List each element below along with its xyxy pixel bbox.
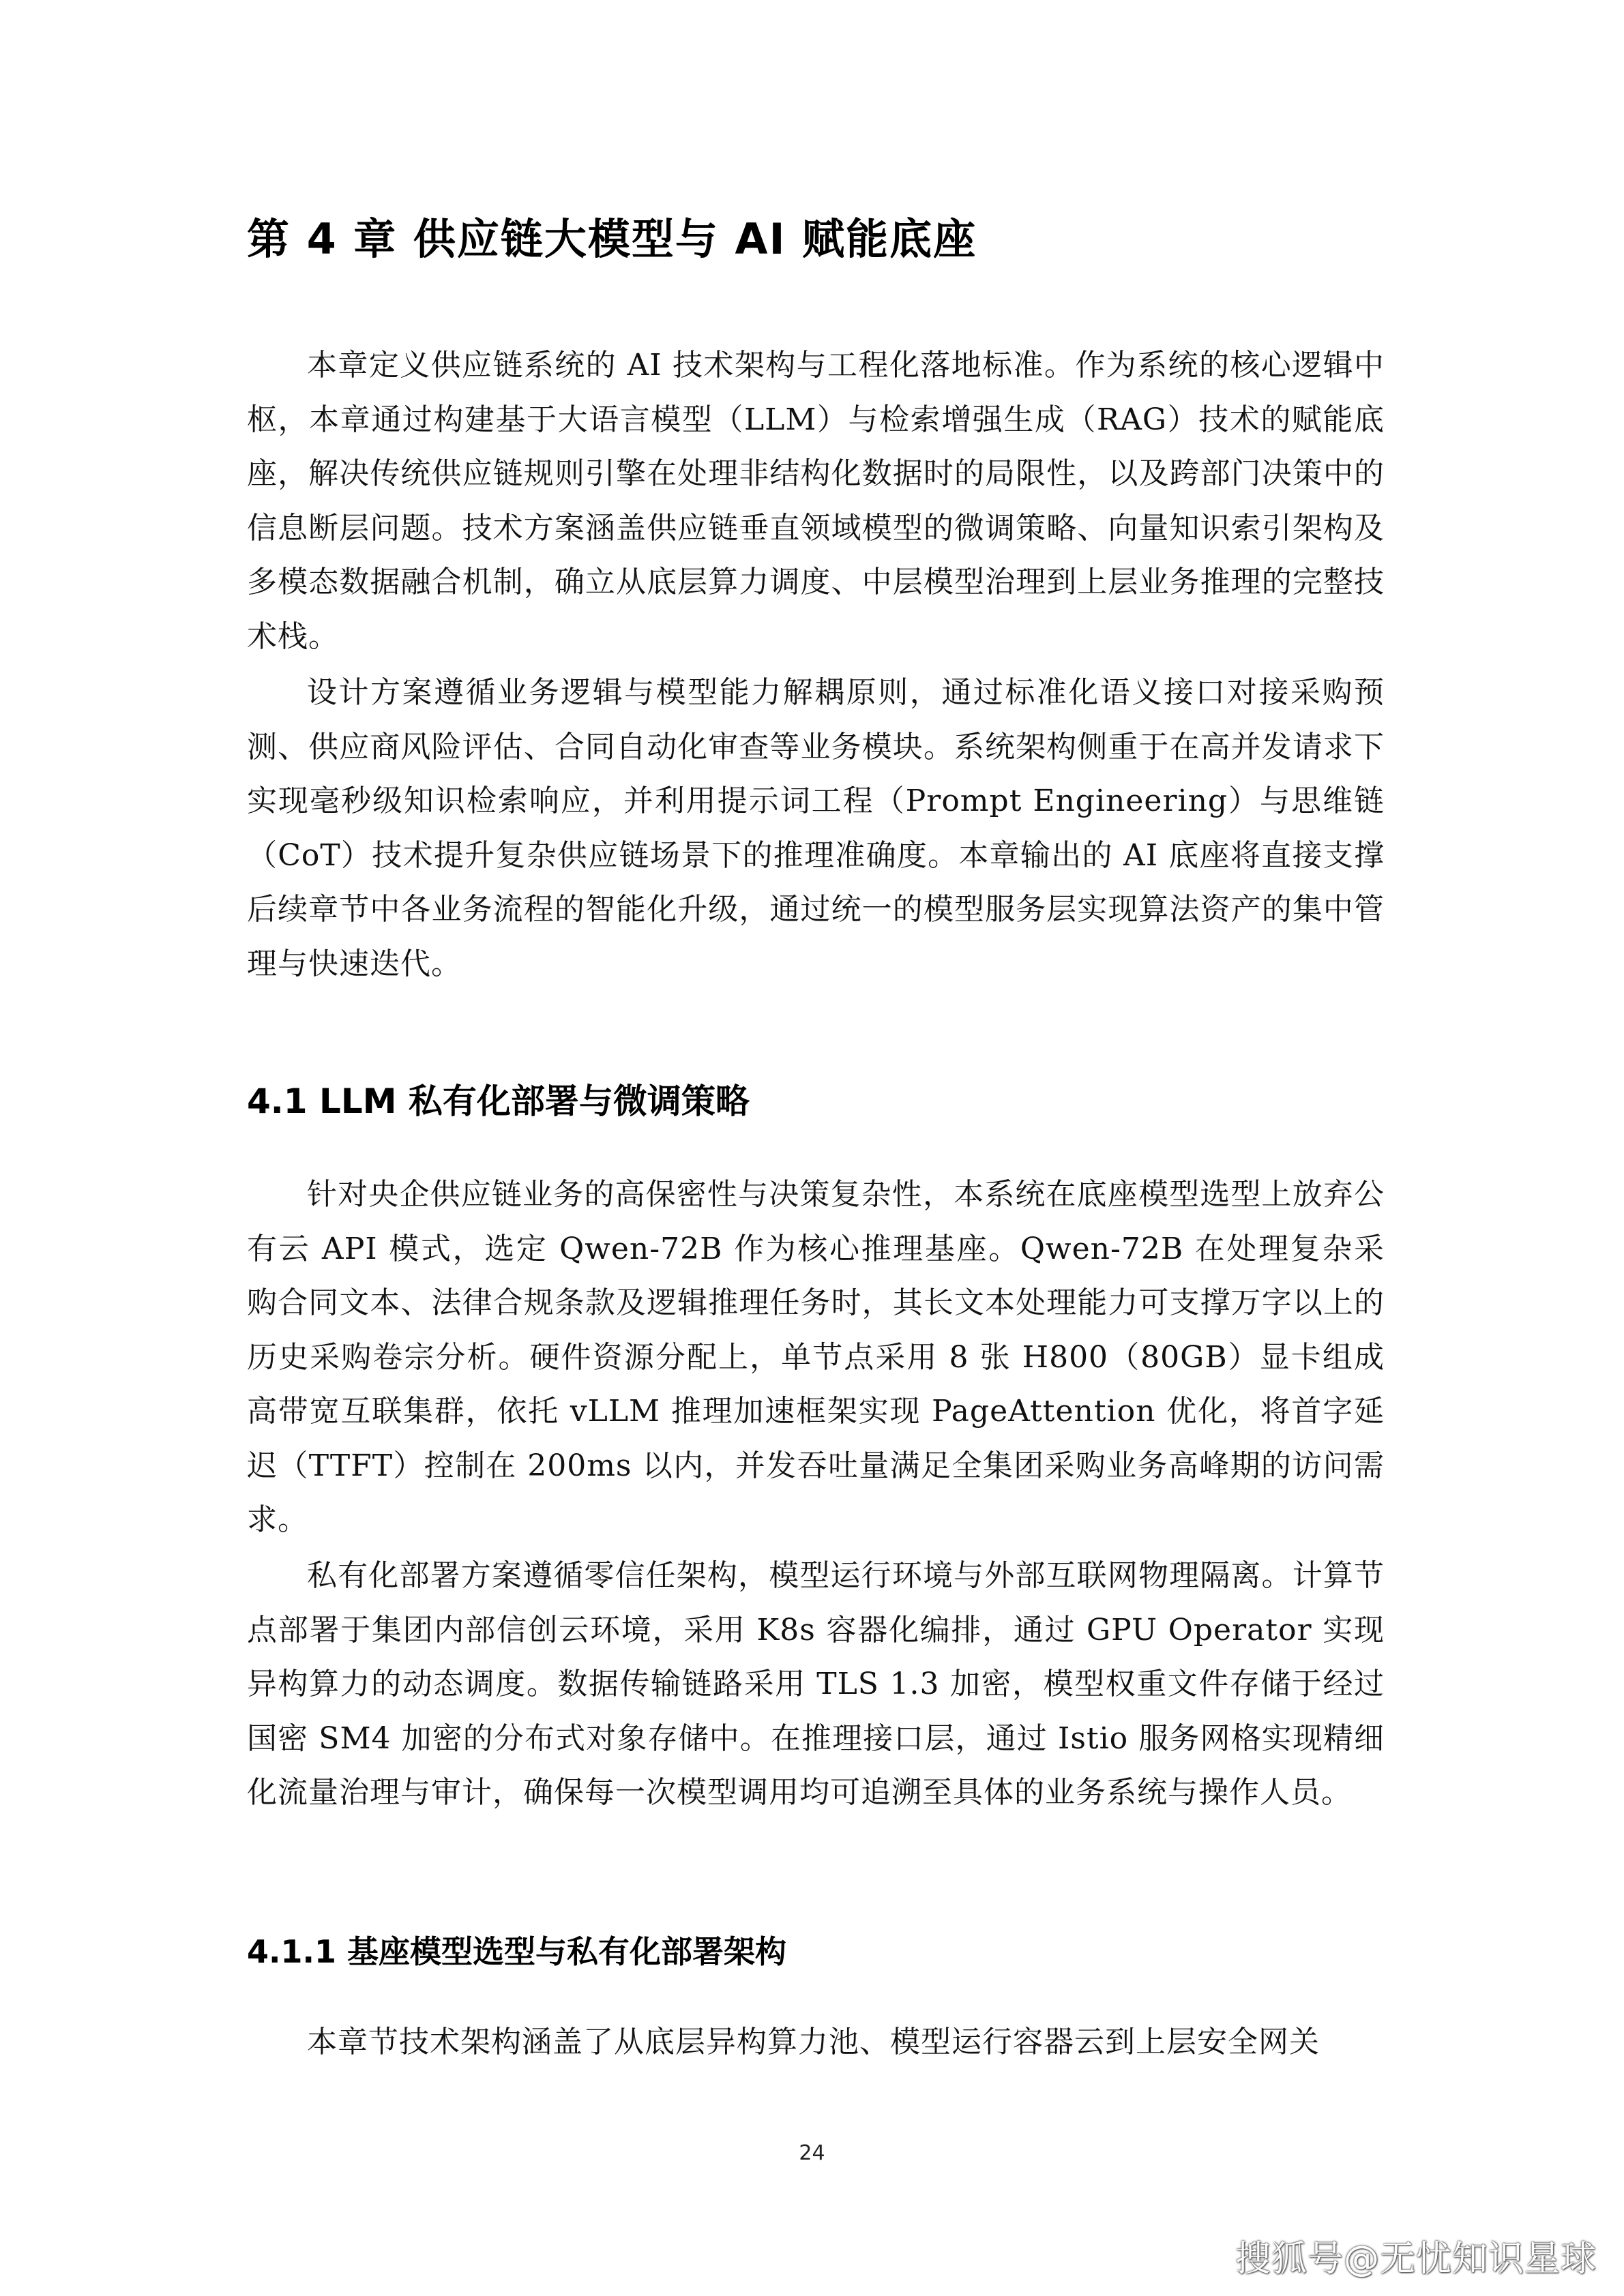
section-4-1-1-paragraph-1: 本章节技术架构涵盖了从底层异构算力池、模型运行容器云到上层安全网关 xyxy=(307,2025,1320,2059)
chapter-title: 第 4 章 供应链大模型与 AI 赋能底座 xyxy=(247,214,977,264)
section-4-1-1-heading: 4.1.1 基座模型选型与私有化部署架构 xyxy=(247,1933,786,1970)
chapter-intro-paragraph-1: 本章定义供应链系统的 AI 技术架构与工程化落地标准。作为系统的核心逻辑中枢，本章通过构建基于大语言模型（LLM）与检索增强生成（RAG）技术的赋能底座，解决传统供应链规则引擎在处理非结构化数据时的局限性，以及跨部门决策中的信息断层问题。技术方案涵盖供应链垂直领域模型的微调策略、向量知识索引架构及多模态数据融合机制，确立从底层算力调度、中层模型治理到上层业务推理的完整技术栈。 xyxy=(247,348,1385,654)
watermark-text: 搜狐号@无忧知识星球 xyxy=(1235,2239,1597,2280)
page-number: 24 xyxy=(799,2141,825,2165)
section-4-1-heading: 4.1 LLM 私有化部署与微调策略 xyxy=(247,1082,750,1121)
section-4-1-paragraph-1: 针对央企供应链业务的高保密性与决策复杂性，本系统在底座模型选型上放弃公有云 API 模式，选定 Qwen-72B 作为核心推理基座。Qwen-72B 在处理复杂采购合同文本、法律合规条款及逻辑推理任务时，其长文本处理能力可支撑万字以上的历史采购卷宗分析。硬件资源分配上，单节点采用 8 张 H800（80GB）显卡组成高带宽互联集群，依托 vLLM 推理加速框架实现 PageAttention 优化，将首字延迟（TTFT）控制在 200ms 以内，并发吞吐量满足全集团采购业务高峰期的访问需求。 xyxy=(247,1177,1385,1537)
section-4-1-paragraph-2: 私有化部署方案遵循零信任架构，模型运行环境与外部互联网物理隔离。计算节点部署于集团内部信创云环境，采用 K8s 容器化编排，通过 GPU Operator 实现异构算力的动态调度。数据传输链路采用 TLS 1.3 加密，模型权重文件存储于经过国密 SM4 加密的分布式对象存储中。在推理接口层，通过 Istio 服务网格实现精细化流量治理与审计，确保每一次模型调用均可追溯至具体的业务系统与操作人员。 xyxy=(247,1558,1385,1810)
chapter-intro-paragraph-2: 设计方案遵循业务逻辑与模型能力解耦原则，通过标准化语义接口对接采购预测、供应商风险评估、合同自动化审查等业务模块。系统架构侧重于在高并发请求下实现毫秒级知识检索响应，并利用提示词工程（Prompt Engineering）与思维链（CoT）技术提升复杂供应链场景下的推理准确度。本章输出的 AI 底座将直接支撑后续章节中各业务流程的智能化升级，通过统一的模型服务层实现算法资产的集中管理与快速迭代。 xyxy=(247,675,1385,981)
